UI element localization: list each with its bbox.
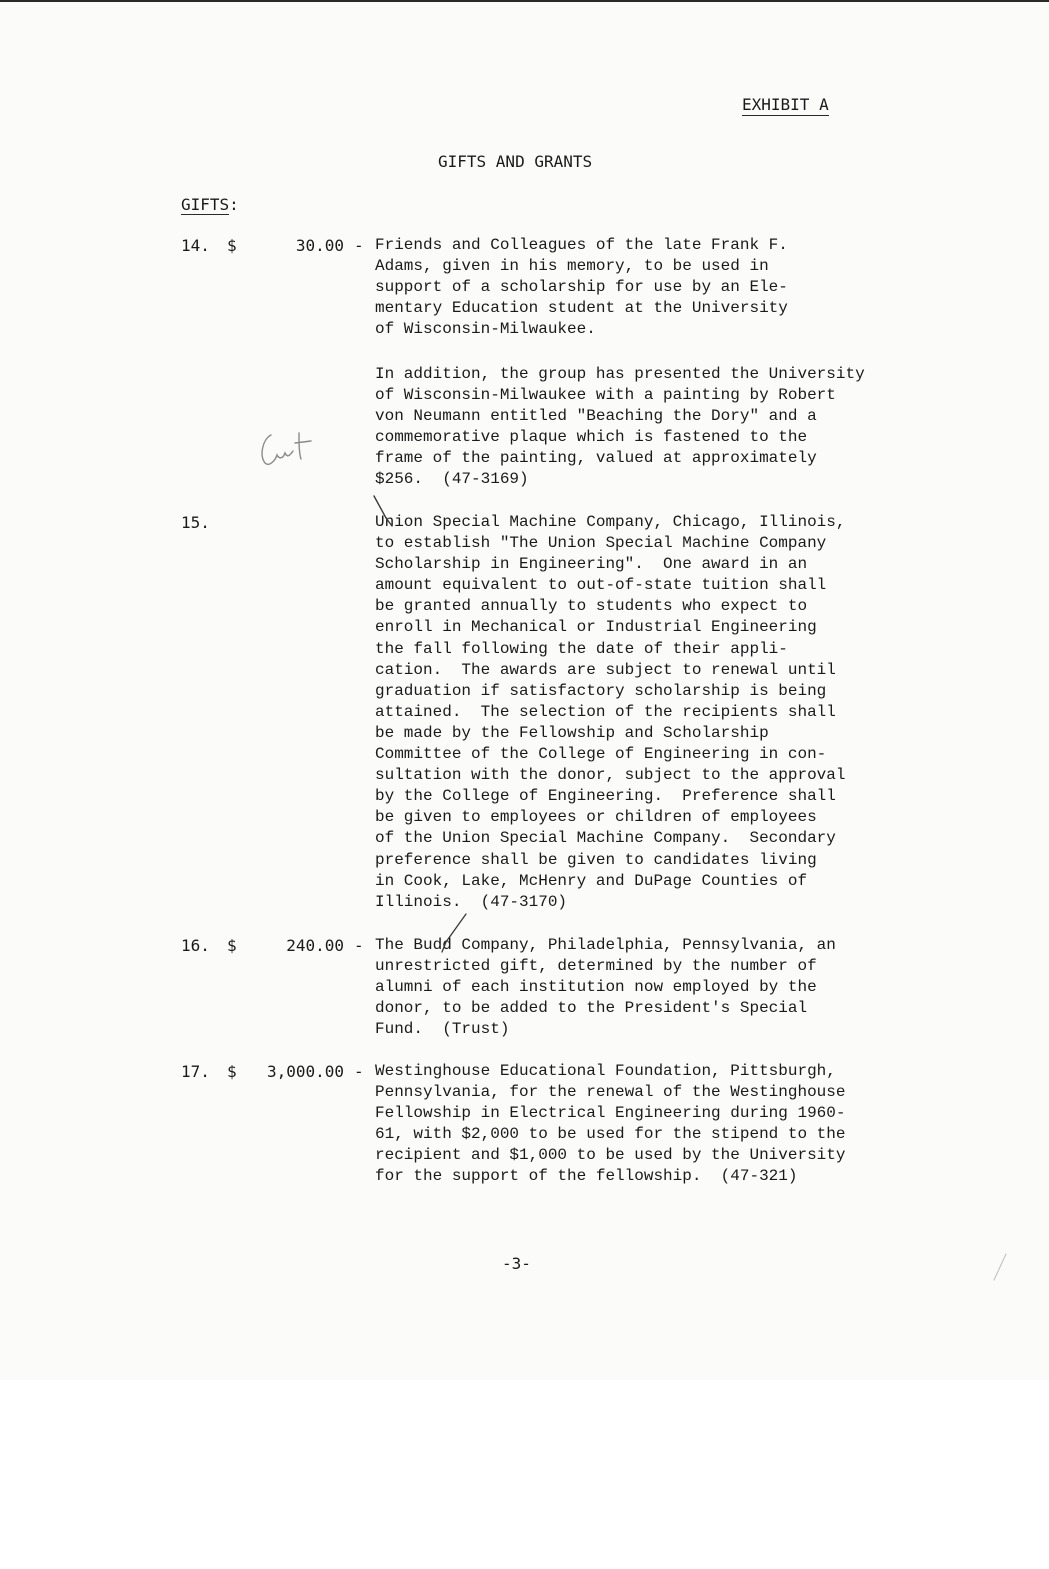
top-border-line [0, 0, 1049, 2]
handwritten-initials-icon [255, 425, 325, 470]
item-number: 17. [181, 1062, 210, 1081]
item-description: Westinghouse Educational Foundation, Pittsburgh, Pennsylvania, for the renewal of the Westinghouse Fellowship in Electrical Engineering during 1960- 61, with $2,000 to be used for the stipend to the recipient and $1,000 to be used by the University for the support of the fellowship. (47-321) [375, 1062, 846, 1186]
item-dollar-sign: $ [227, 236, 237, 255]
item-number: 14. [181, 236, 210, 255]
item-number: 15. [181, 513, 210, 532]
item-description: Union Special Machine Company, Chicago, Illinois, to establish "The Union Special Machine Company Scholarship in Engineering". One award in an amount equivalent to out-of-state tuition shall be granted annually to students who expect to enroll in Mechanical or Industrial Engineering the fall following the date of their appli- cation. The awards are subject to renewal until graduation if satisfactory scholarship is being attained. The selection of the recipients shall be made by the Fellowship and Scholarship Committee of the College of Engineering in con- sultation with the donor, subject to the approval by the College of Engineering. Preference shall be given to employees or children of employees of the Union Special Machine Company. Secondary preference shall be given to candidates living in Cook, Lake, McHenry and DuPage Counties of Illinois. (47-3170) [375, 513, 846, 911]
item-amount: 240.00 [286, 936, 344, 955]
item-number: 16. [181, 936, 210, 955]
page-number: -3- [502, 1254, 531, 1273]
check-mark-icon [372, 494, 396, 528]
document-title: GIFTS AND GRANTS [438, 152, 593, 171]
check-mark-icon [438, 912, 468, 954]
item-amount: 30.00 [295, 236, 344, 255]
item-amount: 3,000.00 [266, 1062, 344, 1081]
item-dollar-sign: $ [227, 936, 237, 955]
check-mark-icon [990, 1252, 1010, 1282]
exhibit-label: EXHIBIT A [742, 95, 829, 114]
item-description: The Budd Company, Philadelphia, Pennsylvania, an unrestricted gift, determined by the number of alumni of each institution now employed by the donor, to be added to the President's Special Fund. (Trust) [375, 936, 836, 1039]
section-heading-label: GIFTS [181, 195, 230, 214]
item-description: Friends and Colleagues of the late Frank F. Adams, given in his memory, to be used in support of a scholarship for use by an Ele- mentary Education student at the University of Wisconsin-Milwaukee. [375, 236, 788, 339]
item-description-continued: In addition, the group has presented the University of Wisconsin-Milwaukee with a painting by Robert von Neumann entitled "Beaching the Dory" and a commemorative plaque which is fastened to the frame of the painting, valued at approximately $256. (47-3169) [375, 365, 865, 489]
section-heading-colon: : [229, 195, 239, 214]
item-dash: - [354, 1062, 364, 1081]
item-dash: - [354, 936, 364, 955]
item-dash: - [354, 236, 364, 255]
section-heading-gifts [181, 194, 239, 215]
item-dollar-sign: $ [227, 1062, 237, 1081]
